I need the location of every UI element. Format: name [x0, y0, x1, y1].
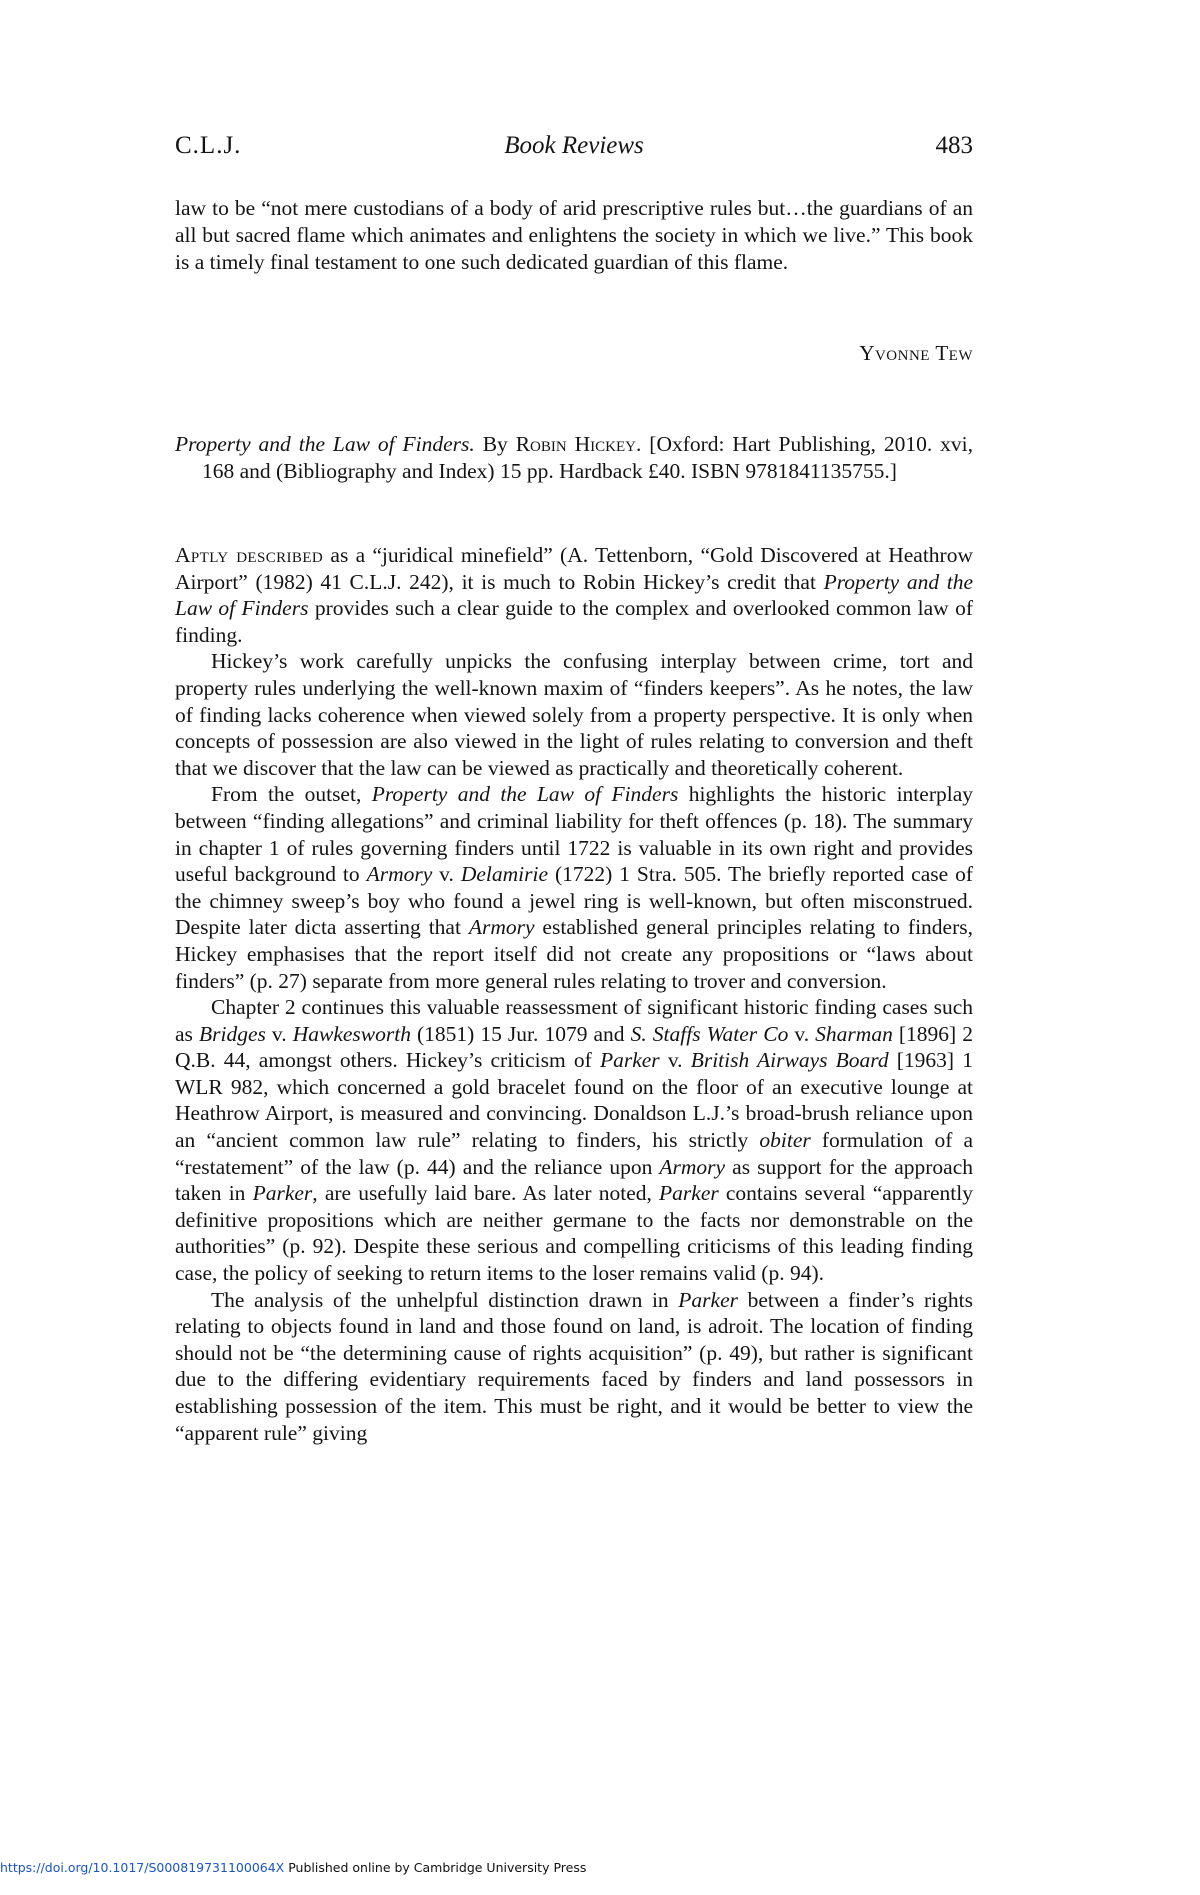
- section-title: Book Reviews: [504, 132, 644, 159]
- text-run: v.: [432, 862, 461, 887]
- italic-book-title: Property and the Law of Finders: [175, 569, 973, 621]
- italic-case-name: S. Staffs Water Co: [630, 1021, 789, 1046]
- review-paragraph-1: [175, 542, 973, 648]
- review-paragraph-3: [175, 781, 973, 994]
- lead-in-words: Aptly described: [175, 543, 324, 567]
- book-author: Robin Hickey.: [515, 432, 642, 456]
- text-run: as a “juridical minefield” (A. Tettenborn, “Gold Discovered at Heathrow Airport” (1982) 41 C.L.J. 242), it is much to Robin Hickey’s credit that: [175, 543, 973, 594]
- text-run: (1851) 15 Jur. 1079 and: [410, 1021, 631, 1046]
- text-run: between a finder’s rights relating to objects found in land and those found on land, is adroit. The location of finding should not be “the determining cause of rights acquisition” (p. 49), but rather is significant due to the differing evidentiary requirements faced by finders and land possessors in establishing possession of the item. This must be right, and it would be better to view the “apparent rule” giving: [175, 1287, 973, 1445]
- page-footer: [0, 1860, 586, 1875]
- italic-case-name: Parker: [599, 1048, 660, 1073]
- text-run: Hickey’s work carefully unpicks the confusing interplay between crime, tort and property rules underlying the well-known maxim of “finders keepers”. As he notes, the law of finding lacks coherence when viewed solely from a property perspective. It is only when concepts of possession are also viewed in the light of rules relating to conversion and theft that we discover that the law can be viewed as practically and theoretically coherent.: [175, 649, 973, 780]
- text-run: [1896] 2 Q.B. 44, amongst others. Hickey’s criticism of: [175, 1021, 974, 1073]
- text-run: formulation of a “restatement” of the law (p. 44) and the reliance upon: [175, 1128, 973, 1179]
- italic-case-name: Armory: [659, 1154, 726, 1179]
- page-number: 483: [935, 132, 973, 159]
- review-paragraph-4: [175, 994, 973, 1287]
- text-run: [1963] 1 WLR 982, which concerned a gold bracelet found on the floor of an executive lounge at Heathrow Airport, is measured and convincing. Donaldson L.J.’s broad-brush reliance upon an “ancient common law rule” relating to finders, his strictly: [175, 1048, 973, 1153]
- doi-link[interactable]: https://doi.org/10.1017/S000819731100064X: [0, 1860, 285, 1875]
- italic-case-name: Bridges: [198, 1021, 266, 1046]
- citation-by: By: [482, 432, 508, 456]
- text-run: v.: [788, 1021, 816, 1046]
- text-run: provides such a clear guide to the complex and overlooked common law of finding.: [175, 596, 973, 647]
- italic-case-name: Parker: [252, 1181, 313, 1206]
- text-run: The analysis of the unhelpful distinction drawn in: [211, 1287, 679, 1312]
- italic-case-name: Parker: [678, 1287, 738, 1312]
- text-run: established general principles relating to finders, Hickey emphasises that the report itself did not create any propositions or “laws about finders” (p. 27) separate from more general rules relating to trover and conversion.: [175, 915, 973, 993]
- text-run: Chapter 2 continues this valuable reassessment of significant historic finding cases such as: [175, 995, 973, 1046]
- citation-details: [Oxford: Hart Publishing, 2010. xvi, 168 and (Bibliography and Index) 15 pp. Hardback £40. ISBN 9781841135755.]: [202, 432, 973, 484]
- italic-case-name: British Airways Board: [690, 1048, 889, 1073]
- italic-case-name: Hawkesworth: [292, 1021, 411, 1046]
- italic-term: obiter: [759, 1128, 811, 1153]
- text-run: as support for the approach taken in: [175, 1154, 973, 1206]
- book-title: Property and the Law of Finders.: [175, 432, 475, 456]
- publisher-note: Published online by Cambridge University Press: [284, 1860, 587, 1875]
- text-run: v.: [265, 1021, 293, 1046]
- review-paragraph-2: [175, 648, 973, 781]
- book-citation: [175, 431, 973, 485]
- italic-case-name: Armory: [366, 862, 433, 887]
- italic-case-name: Delamirie: [460, 862, 549, 887]
- reviewer-signature: Yvonne Tew: [859, 341, 973, 365]
- previous-review-closing-paragraph: law to be “not mere custodians of a body of arid prescriptive rules but…the guardians of an all but sacred flame which animates and enlightens the society in which we live.” This book is a timely final testament to one such dedicated guardian of this flame.: [175, 196, 973, 275]
- text-run: From the outset,: [211, 782, 372, 807]
- review-body: [175, 542, 973, 1446]
- italic-case-name: Sharman: [815, 1021, 893, 1046]
- text-run: , are usefully laid bare. As later noted,: [312, 1181, 660, 1206]
- italic-case-name: Parker: [659, 1181, 719, 1206]
- italic-case-name: Armory: [468, 915, 535, 940]
- journal-abbreviation: C.L.J.: [175, 132, 242, 159]
- running-header: [175, 126, 973, 166]
- text-run: contains several “apparently definitive propositions which are neither germane to the facts nor demonstrable on the authorities” (p. 92). Despite these serious and compelling criticisms of this leading finding case, the policy of seeking to return items to the loser remains valid (p. 94).: [175, 1181, 973, 1286]
- text-run: (1722) 1 Stra. 505. The briefly reported case of the chimney sweep’s boy who found a jewel ring is well-known, but often misconstrued. Despite later dicta asserting that: [175, 862, 973, 940]
- text-run: v.: [659, 1048, 691, 1073]
- italic-book-title: Property and the Law of Finders: [371, 782, 679, 807]
- text-run: highlights the historic interplay between “finding allegations” and criminal liability for theft offences (p. 18). The summary in chapter 1 of rules governing finders until 1722 is valuable in its own right and provides useful background to: [175, 782, 973, 887]
- review-paragraph-5: [175, 1287, 973, 1447]
